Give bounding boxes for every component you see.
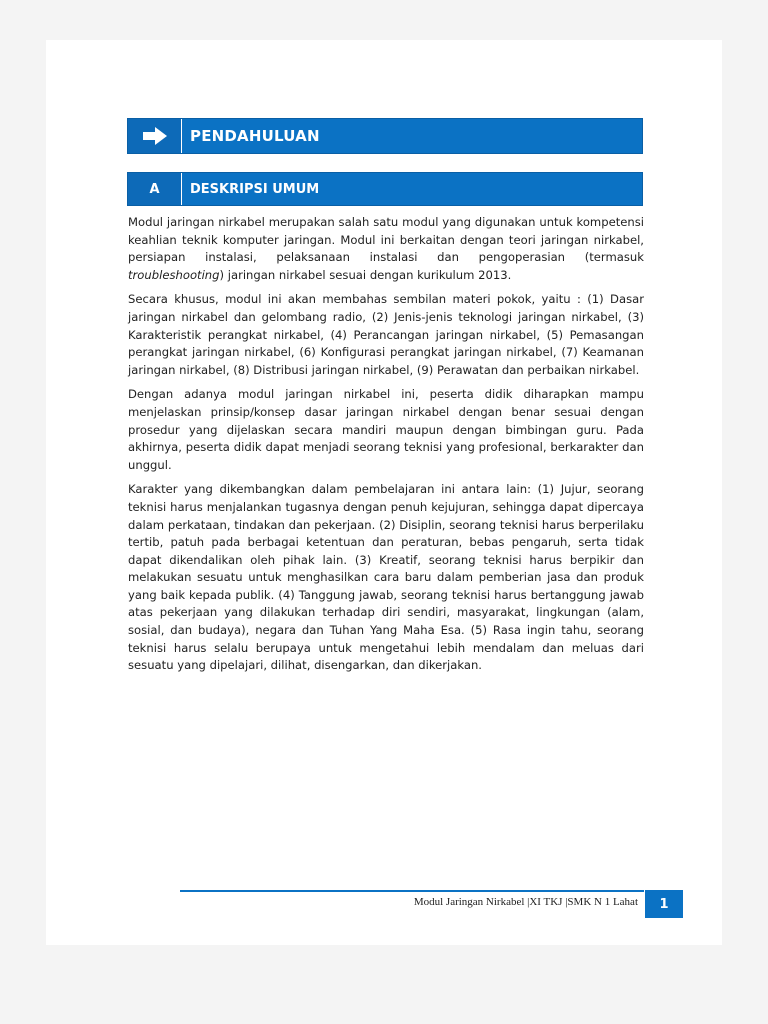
footer-text: Modul Jaringan Nirkabel |XI TKJ |SMK N 1 Lahat: [413, 896, 638, 908]
subsection-header: [127, 172, 643, 206]
subsection-title: DESKRIPSI UMUM: [190, 181, 320, 197]
paragraph-1-italic: troubleshooting: [128, 267, 220, 282]
arrow-right-icon: [142, 127, 168, 145]
section-header: [127, 118, 643, 154]
paragraph-1: [128, 214, 644, 284]
section-header-icon-box: [128, 119, 182, 153]
paragraph-2: Secara khusus, modul ini akan membahas sembilan materi pokok, yaitu : (1) Dasar jaringan nirkabel dan gelombang radio, (2) Jenis-jenis teknologi jaringan nirkabel, (3) Karakteristik perangkat nirkabel, (4) Perancangan jaringan nirkabel, (5) Pemasangan perangkat jaringan nirkabel, (6) Konfigurasi perangkat jaringan nirkabel, (7) Keamanan jaringan nirkabel, (8) Distribusi jaringan nirkabel, (9) Perawatan dan perbaikan nirkabel.: [128, 292, 644, 377]
paragraph-1-text: Modul jaringan nirkabel merupakan salah satu modul yang digunakan untuk kompetensi keahlian teknik komputer jaringan. Modul ini berkaitan dengan teori jaringan nirkabel, persiapan instalasi, pelaksanaan instalasi dan pengoperasian (termasuk: [128, 215, 644, 265]
body-text: [128, 214, 644, 682]
subsection-letter: A: [149, 181, 160, 197]
footer-divider: [180, 890, 644, 892]
paragraph-1-end: ) jaringan nirkabel sesuai dengan kurikulum 2013.: [219, 267, 512, 282]
page-number: 1: [645, 890, 683, 918]
section-title: PENDAHULUAN: [190, 127, 320, 145]
subsection-letter-box: [128, 173, 182, 205]
paragraph-4: Karakter yang dikembangkan dalam pembelajaran ini antara lain: (1) Jujur, seorang teknisi harus menjalankan tugasnya dengan penuh kejujuran, sehingga dapat dipercaya dalam perkataan, tindakan dan pekerjaan. (2) Disiplin, seorang teknisi harus berperilaku tertib, patuh pada berbagai ketentuan dan peraturan, bebas pengaruh, serta tidak dapat dikendalikan oleh pihak lain. (3) Kreatif, seorang teknisi harus berpikir dan melakukan sesuatu untuk menghasilkan cara baru dalam pemberian jasa dan produk yang baik kepada publik. (4) Tanggung jawab, seorang teknisi harus bertanggung jawab atas pekerjaan yang dilakukan terhadap diri sendiri, masyarakat, lingkungan (alam, sosial, dan budaya), negara dan Tuhan Yang Maha Esa. (5) Rasa ingin tahu, seorang teknisi harus selalu berupaya untuk mengetahui lebih mendalam dan meluas dari sesuatu yang dipelajari, dilihat, disengarkan, dan dikerjakan.: [128, 482, 644, 673]
paragraph-3: Dengan adanya modul jaringan nirkabel ini, peserta didik diharapkan mampu menjelaskan prinsip/konsep dasar jaringan nirkabel dengan benar sesuai dengan prosedur yang dijelaskan secara mandiri maupun dengan bimbingan guru. Pada akhirnya, peserta didik dapat menjadi seorang teknisi yang profesional, berkarakter dan unggul.: [128, 387, 644, 472]
